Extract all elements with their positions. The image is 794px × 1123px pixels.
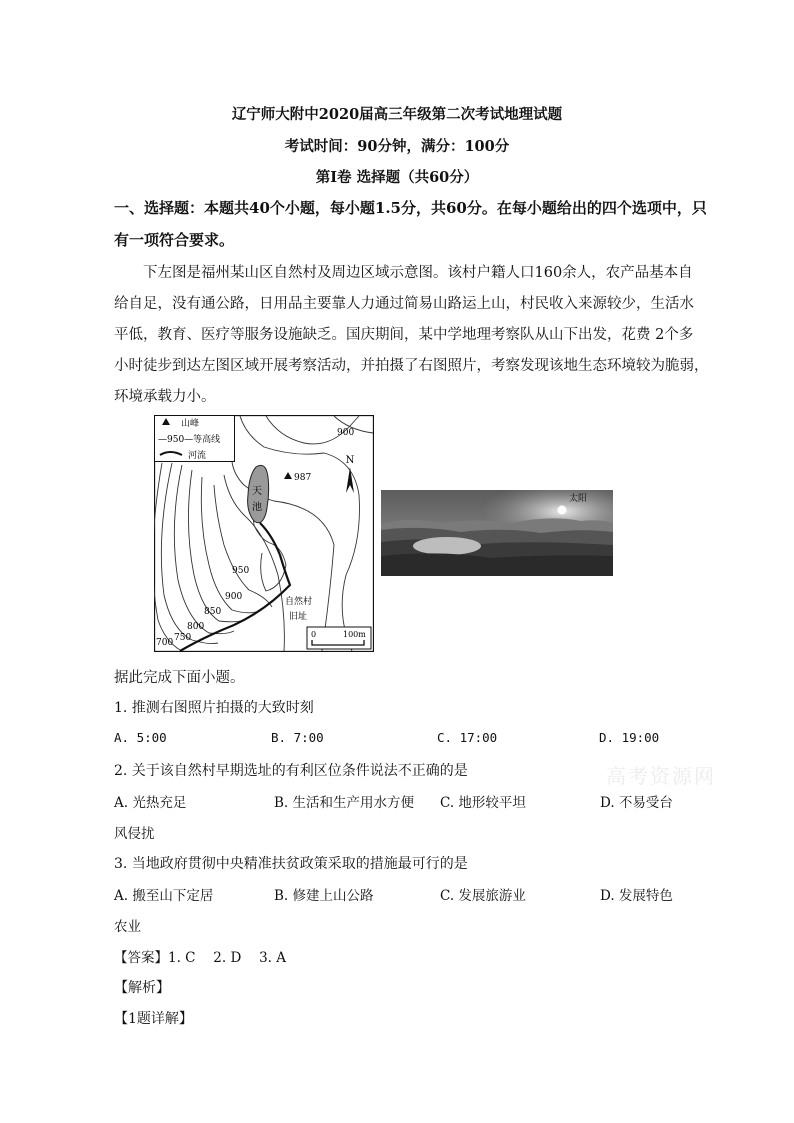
q2-option-d-wrap: 风侵扰 [114,826,155,842]
legend-contour: —950—等高线 [158,435,221,445]
peak-elevation: 987 [294,473,312,483]
contour-label-750: 750 [174,633,192,643]
question-3-stem: 3. 当地政府贯彻中央精准扶贫政策采取的措施最可行的是 [114,856,468,872]
passage-line-3: 平低，教育、医疗等服务设施缺乏。国庆期间，某中学地理考察队从山下出发，花费 2个多 [114,327,694,343]
detail-heading: 【1题详解】 [114,1011,193,1027]
question-1-stem: 1. 推测右图照片拍摄的大致时刻 [114,700,314,716]
question-2-stem: 2. 关于该自然村早期选址的有利区位条件说法不正确的是 [114,763,468,779]
scale-zero: 0 [311,630,317,639]
contour-label-800: 800 [187,622,205,632]
q3-option-b: B. 修建上山公路 [274,888,374,904]
north-label: N [345,455,355,466]
legend-river: 河流 [188,451,207,461]
contour-label-900-top: 900 [337,428,355,438]
q3-option-c: C. 发展旅游业 [440,888,526,904]
legend-peak: 山峰 [181,419,200,429]
q3-option-d: D. 发展特色 [600,888,673,904]
instructions-line-1: 一、选择题：本题共40个小题，每小题1.5分，共60分。在每小题给出的四个选项中，只 [114,199,707,217]
q1-option-a: A. 5:00 [114,730,167,745]
q2-option-a: A. 光热充足 [114,795,187,811]
q2-option-c: C. 地形较平坦 [440,795,526,811]
lake-label-2: 池 [252,502,262,513]
sun-icon [558,506,567,515]
passage-line-2: 给自足，没有通公路，日用品主要靠人力通过简易山路运上山，村民收入来源较少，生活水 [114,296,694,312]
contour-label-950: 950 [232,566,250,576]
q1-option-d: D. 19:00 [599,730,660,745]
q1-option-b: B. 7:00 [271,730,324,745]
q2-option-d: D. 不易受台 [600,795,673,811]
section-heading: 第Ⅰ卷 选择题（共60分） [315,169,479,186]
q3-option-a: A. 搬至山下定居 [114,888,214,904]
watermark: 高考资源网 [606,764,716,788]
lake-label-1: 天 [252,486,262,497]
topographic-map [154,415,374,652]
q3-option-d-wrap: 农业 [114,919,141,935]
prompt-text: 据此完成下面小题。 [114,670,245,686]
exam-info: 考试时间：90分钟，满分：100分 [284,138,510,155]
passage-line-4: 小时徒步到达左图区域开展考察活动，并拍摄了右图照片，考察发现该地生态环境较为脆弱， [114,358,709,374]
analysis-heading: 【解析】 [114,980,170,996]
answer-line: 【答案】1. C 2. D 3. A [114,950,286,966]
instructions-line-2: 有一项符合要求。 [114,231,235,249]
village-label-1: 自然村 [285,597,313,607]
scale-100m: 100m [343,630,366,639]
passage-line-5: 环境承载力小。 [114,389,216,405]
lake-in-photo [413,537,481,555]
sun-label: 太阳 [569,494,588,504]
village-label-2: 旧址 [289,612,308,622]
passage-line-1: 下左图是福州某山区自然村及周边区域示意图。该村户籍人口160余人，农产品基本自 [143,265,693,281]
contour-label-700: 700 [156,638,174,648]
q2-option-b: B. 生活和生产用水方便 [274,795,415,811]
contour-label-900: 900 [225,592,243,602]
q1-option-c: C. 17:00 [437,730,498,745]
landscape-photo [381,490,613,576]
document-title: 辽宁师大附中2020届高三年级第二次考试地理试题 [231,106,563,123]
contour-label-850: 850 [204,607,222,617]
